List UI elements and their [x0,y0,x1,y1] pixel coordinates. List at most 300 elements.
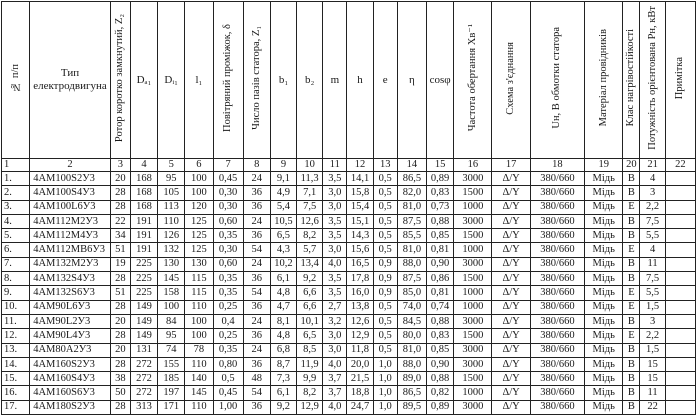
table-cell: В [623,172,640,186]
table-cell: 4АМ160S4У3 [30,372,111,386]
table-cell: 13,8 [347,300,373,314]
column-header-label: № п/п [9,64,21,92]
table-cell: 1,5 [640,343,665,357]
table-cell: 168 [130,172,157,186]
table-cell: 28 [110,200,130,214]
table-cell: 4,8 [270,286,296,300]
table-cell: 36 [243,200,270,214]
column-number: 11 [323,159,347,172]
table-cell: В [623,400,640,414]
table-cell: Мідь [585,243,623,257]
table-cell: 4,0 [323,357,347,371]
table-cell: 3,5 [323,172,347,186]
table-cell: 171 [158,400,185,414]
column-header [2,2,30,159]
table-cell: 3000 [454,400,492,414]
column-header-label: Ротор коротко замкнутий, Z₂ [114,13,126,143]
table-cell: 0,85 [427,343,454,357]
table-cell: 110 [158,214,185,228]
table-cell: 12. [2,329,30,343]
table-cell [665,172,695,186]
table-cell: 0,5 [373,214,397,228]
column-header: l₁ [185,2,213,159]
table-cell: 36 [243,400,270,414]
table-cell: 28 [110,300,130,314]
table-cell: 5,4 [270,200,296,214]
column-header-label: Матеріал провідників [597,29,609,127]
table-cell: 0,9 [373,257,397,271]
table-cell: 21,5 [347,372,373,386]
table-cell: 36 [243,272,270,286]
table-cell: 14,1 [347,172,373,186]
table-cell: Мідь [585,272,623,286]
table-cell: 0,35 [213,272,243,286]
table-cell: 4АМ100L6У3 [30,200,111,214]
table-cell: 4,8 [270,329,296,343]
column-header: η [397,2,426,159]
table-cell: 2,2 [640,329,665,343]
table-cell: 36 [243,300,270,314]
table-cell: Δ/Y [492,300,530,314]
table-cell: 28 [110,357,130,371]
column-header-label: Схема з'єднання [505,41,517,115]
table-cell: 191 [130,229,157,243]
table-cell: 4АМ160S2У3 [30,357,111,371]
table-cell: 380/660 [530,372,584,386]
table-cell: 4АМ160S6У3 [30,386,111,400]
table-cell: 10. [2,300,30,314]
table-cell: 105 [158,186,185,200]
column-number: 19 [585,159,623,172]
table-cell: 1,0 [373,357,397,371]
table-cell: 54 [243,243,270,257]
table-cell: 0,5 [213,372,243,386]
table-cell: 158 [158,286,185,300]
table-cell: Δ/Y [492,243,530,257]
table-cell: 113 [158,200,185,214]
table-cell: 3000 [454,314,492,328]
column-number: 1 [2,159,30,172]
table-cell: Δ/Y [492,357,530,371]
table-cell: 84,5 [397,314,426,328]
table-cell: 82,0 [397,186,426,200]
table-cell: 18,8 [347,386,373,400]
table-cell: 0,83 [427,329,454,343]
table-cell: 28 [110,329,130,343]
table-cell: 380/660 [530,214,584,228]
table-cell: 28 [110,186,130,200]
table-cell: 380/660 [530,314,584,328]
column-header: b₁ [270,2,296,159]
table-row [2,257,696,271]
table-cell: 100 [185,314,213,328]
table-cell: 4АМ132S4У3 [30,272,111,286]
table-cell: 4АМ100S4У3 [30,186,111,200]
table-cell: 2,7 [323,300,347,314]
table-cell: 4,7 [270,300,296,314]
column-header [665,2,695,159]
table-cell: 12,9 [297,400,323,414]
table-cell: 0,5 [373,314,397,328]
table-cell: 155 [158,357,185,371]
table-cell: 36 [243,357,270,371]
table-cell: 0,9 [373,286,397,300]
table-row [2,200,696,214]
table-cell: 8,1 [270,314,296,328]
table-cell: 0,60 [213,257,243,271]
table-row [2,286,696,300]
table-cell: 272 [130,357,157,371]
table-cell: Мідь [585,357,623,371]
column-header: b₂ [297,2,323,159]
table-cell: 6,1 [270,272,296,286]
column-header: m [323,2,347,159]
table-cell: 0,35 [213,343,243,357]
table-cell: 5,5 [640,286,665,300]
table-cell: 15,1 [347,214,373,228]
table-cell: 272 [130,372,157,386]
table-cell: 4АМ90L2У3 [30,314,111,328]
table-cell: 5. [2,229,30,243]
table-cell: 24 [243,314,270,328]
table-cell: 50 [110,386,130,400]
table-cell: 100 [158,300,185,314]
table-cell: 28 [110,400,130,414]
table-cell: 80,0 [397,329,426,343]
table-cell: 3,5 [323,214,347,228]
column-number: 22 [665,159,695,172]
table-cell: 0,5 [373,172,397,186]
table-cell: 0,5 [373,300,397,314]
table-cell: В [623,214,640,228]
column-number: 12 [347,159,373,172]
table-cell: 0,82 [427,386,454,400]
table-cell: 0,89 [427,400,454,414]
table-cell: 0,80 [213,357,243,371]
column-header [623,2,640,159]
column-number: 9 [270,159,296,172]
column-number: 15 [427,159,454,172]
column-header-label: Примітка [674,56,686,100]
table-cell: Мідь [585,386,623,400]
table-cell: Мідь [585,400,623,414]
column-number: 18 [530,159,584,172]
table-cell: 3000 [454,257,492,271]
table-cell: 100 [185,186,213,200]
table-row [2,243,696,257]
table-cell: 9,2 [270,400,296,414]
table-cell: 85,0 [397,286,426,300]
table-cell: 11. [2,314,30,328]
table-cell: 0,86 [427,272,454,286]
table-cell: 89,0 [397,372,426,386]
table-cell: 380/660 [530,400,584,414]
table-cell: 16. [2,386,30,400]
table-cell: 12,6 [297,214,323,228]
column-number: 6 [185,159,213,172]
table-cell: 0,5 [373,343,397,357]
table-cell: 3,0 [323,243,347,257]
table-cell: 3,7 [323,372,347,386]
table-cell: 0,88 [427,314,454,328]
table-cell: 20 [110,172,130,186]
table-cell: 4АМ90L6У3 [30,300,111,314]
table-cell: В [623,372,640,386]
table-cell: 34 [110,229,130,243]
table-cell: 9,9 [297,372,323,386]
table-cell: 110 [185,400,213,414]
table-cell: 380/660 [530,343,584,357]
table-cell: Δ/Y [492,172,530,186]
table-cell: 380/660 [530,272,584,286]
table-cell: 0,35 [213,229,243,243]
table-cell: 8,5 [297,343,323,357]
table-cell: 272 [130,386,157,400]
table-cell: 36 [243,229,270,243]
table-cell: В [623,343,640,357]
table-cell: 95 [158,329,185,343]
table-cell: 78 [185,343,213,357]
table-cell: 20,0 [347,357,373,371]
table-cell [665,286,695,300]
table-cell: 110 [185,300,213,314]
table-cell: 51 [110,286,130,300]
column-header-label: Потужність орієнтована Pн, кВт [646,6,658,150]
column-header-label: Uн, В обмотки статора [551,27,563,129]
table-cell: 8. [2,272,30,286]
table-cell: 12,9 [347,329,373,343]
table-cell: 1000 [454,300,492,314]
table-cell: Δ/Y [492,272,530,286]
table-cell: В [623,357,640,371]
column-header-label: Частота обертання Хв⁻¹ [466,24,478,132]
table-cell: 0,25 [213,300,243,314]
table-cell: 4АМ100S2У3 [30,172,111,186]
table-cell: 110 [185,357,213,371]
column-header-label: Число пазів статора, Z₁ [250,26,262,130]
table-cell: 125 [185,229,213,243]
table-cell: 4АМ112М4У3 [30,229,111,243]
table-cell: 4АМ132М2У3 [30,257,111,271]
table-cell: 20 [110,314,130,328]
table-cell: 0,30 [213,200,243,214]
table-cell: 191 [130,214,157,228]
table-cell: 15,4 [347,200,373,214]
table-cell: 149 [130,300,157,314]
table-cell: 11,3 [297,172,323,186]
table-cell: Δ/Y [492,314,530,328]
table-cell [665,214,695,228]
table-cell: 9,1 [270,172,296,186]
table-cell: 87,5 [397,272,426,286]
column-header: Dₐ₁ [130,2,157,159]
column-number: 14 [397,159,426,172]
table-cell [665,386,695,400]
table-cell: 15 [640,357,665,371]
column-header [454,2,492,159]
table-cell: 1,5 [640,300,665,314]
table-cell: 115 [185,286,213,300]
table-cell: 3,0 [323,200,347,214]
table-cell: 3,0 [323,343,347,357]
table-cell: 0,88 [427,214,454,228]
table-cell: 95 [158,172,185,186]
table-cell: 7,1 [297,186,323,200]
table-cell: 1000 [454,243,492,257]
table-cell: 6,6 [297,286,323,300]
table-cell: 3 [640,314,665,328]
table-cell: 380/660 [530,200,584,214]
table-cell: 380/660 [530,243,584,257]
table-cell: 10,1 [297,314,323,328]
table-cell: 0,5 [373,243,397,257]
table-row [2,172,696,186]
table-cell: 132 [158,243,185,257]
table-row [2,314,696,328]
table-cell: 81,0 [397,343,426,357]
column-header: e [373,2,397,159]
table-cell: 17. [2,400,30,414]
table-cell [665,314,695,328]
table-cell: 145 [158,272,185,286]
table-cell: 0,5 [373,329,397,343]
table-cell: 1000 [454,200,492,214]
table-cell: 1. [2,172,30,186]
table-cell: 0,5 [373,186,397,200]
table-cell: 6,6 [297,300,323,314]
table-cell: 0,60 [213,214,243,228]
table-cell: Е [623,300,640,314]
table-cell: 4АМ90L4У3 [30,329,111,343]
table-cell: 0,81 [427,286,454,300]
table-cell: Δ/Y [492,286,530,300]
table-cell: 6,8 [270,343,296,357]
column-header [492,2,530,159]
table-cell: Δ/Y [492,229,530,243]
table-cell: 51 [110,243,130,257]
table-cell: В [623,386,640,400]
table-cell: 84 [158,314,185,328]
table-cell [665,300,695,314]
column-header [585,2,623,159]
table-cell: 313 [130,400,157,414]
table-cell: 380/660 [530,172,584,186]
table-cell: 3000 [454,357,492,371]
table-cell: Мідь [585,286,623,300]
table-cell: 7,3 [270,372,296,386]
column-header: h [347,2,373,159]
table-cell: 100 [185,329,213,343]
table-cell: 0,83 [427,186,454,200]
table-cell: В [623,314,640,328]
table-cell: 4АМ112М2У3 [30,214,111,228]
table-cell: 3000 [454,343,492,357]
table-row [2,272,696,286]
table-cell: 4. [2,214,30,228]
table-cell: 225 [130,286,157,300]
column-number: 2 [30,159,111,172]
column-header [530,2,584,159]
table-row [2,214,696,228]
table-cell: Δ/Y [492,372,530,386]
table-cell: Δ/Y [492,343,530,357]
table-cell: 24 [243,257,270,271]
table-cell: Мідь [585,372,623,386]
table-cell: 149 [130,329,157,343]
column-number: 4 [130,159,157,172]
table-cell: Мідь [585,172,623,186]
table-cell [665,343,695,357]
table-cell: Δ/Y [492,200,530,214]
table-cell: 0,35 [213,286,243,300]
table-cell: 8,2 [297,229,323,243]
table-row [2,343,696,357]
table-cell: 48 [243,372,270,386]
column-number: 5 [158,159,185,172]
column-number-row [2,159,696,172]
table-cell: 16,0 [347,286,373,300]
table-cell: 3,0 [323,329,347,343]
table-cell: В [623,272,640,286]
table-cell: Δ/Y [492,400,530,414]
table-cell: 140 [185,372,213,386]
table-cell: 15,6 [347,243,373,257]
table-cell: 8,2 [297,386,323,400]
table-cell: 6,5 [270,229,296,243]
table-cell: 126 [158,229,185,243]
motor-parameters-table [1,1,696,415]
table-cell: Е [623,200,640,214]
table-cell: 0,81 [427,243,454,257]
table-row [2,400,696,414]
column-header [110,2,130,159]
table-cell: 380/660 [530,386,584,400]
table-row [2,186,696,200]
table-cell: В [623,186,640,200]
table-cell: 0,45 [213,386,243,400]
table-cell: 0,90 [427,357,454,371]
table-cell: 81,0 [397,200,426,214]
table-row [2,329,696,343]
table-cell: 54 [243,286,270,300]
table-cell: 131 [130,343,157,357]
table-cell: 3. [2,200,30,214]
table-cell [665,229,695,243]
table-cell: Δ/Y [492,386,530,400]
table-cell: 115 [185,272,213,286]
column-number: 3 [110,159,130,172]
table-cell: Мідь [585,186,623,200]
table-cell: 3,7 [323,386,347,400]
table-cell: 0,5 [373,229,397,243]
column-number: 21 [640,159,665,172]
column-number: 17 [492,159,530,172]
table-cell [665,200,695,214]
table-cell: 13,4 [297,257,323,271]
table-row [2,357,696,371]
table-cell: 0,9 [373,272,397,286]
table-cell: 7. [2,257,30,271]
table-cell: 1500 [454,329,492,343]
table-cell: 4АМ132S6У3 [30,286,111,300]
table-cell: 3,2 [323,314,347,328]
table-cell: 7,5 [640,272,665,286]
table-cell: Δ/Y [492,214,530,228]
table-cell: 16,5 [347,257,373,271]
table-cell [665,357,695,371]
table-cell: 24,7 [347,400,373,414]
table-cell: 9,2 [297,272,323,286]
